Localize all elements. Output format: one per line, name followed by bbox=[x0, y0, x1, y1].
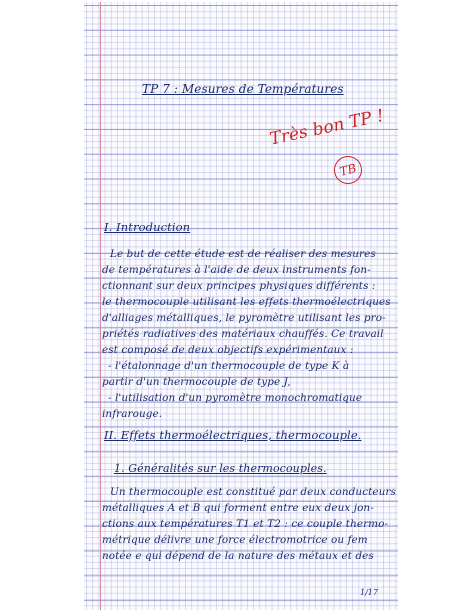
intro-line: partir d'un thermocouple de type J, bbox=[102, 376, 291, 388]
section-heading-introduction: I. Introduction bbox=[104, 220, 191, 234]
page-number: 1/17 bbox=[360, 588, 378, 597]
teacher-comment: Très bon TP ! bbox=[268, 105, 386, 150]
section-heading-thermoelectric: II. Effets thermoélectriques, thermocouple. bbox=[104, 428, 362, 442]
thermo-line: notée e qui dépend de la nature des métaux et des bbox=[102, 550, 374, 562]
page-title: TP 7 : Mesures de Températures bbox=[142, 82, 344, 96]
margin-line bbox=[100, 2, 101, 610]
thermo-line: ctions aux températures T1 et T2 : ce couple thermo- bbox=[102, 518, 389, 530]
intro-line: d'alliages métalliques, le pyromètre utilisant les pro- bbox=[102, 312, 386, 324]
intro-line: le thermocouple utilisant les effets thermoélectriques bbox=[102, 296, 391, 308]
thermo-line: Un thermocouple est constitué par deux conducteurs bbox=[110, 486, 396, 498]
notebook-page bbox=[84, 2, 398, 610]
intro-line: Le but de cette étude est de réaliser des mesures bbox=[110, 248, 376, 260]
grade-mark: TB bbox=[331, 153, 365, 187]
thermo-line: métrique délivre une force électromotrice ou fem bbox=[102, 534, 368, 546]
intro-line: ctionnant sur deux principes physiques différents : bbox=[102, 280, 376, 292]
intro-line: - l'utilisation d'un pyromètre monochromatique bbox=[108, 392, 363, 404]
intro-line: priétés radiatives des matériaux chauffés. Ce travail bbox=[102, 328, 384, 340]
subsection-heading-generalities: 1. Généralités sur les thermocouples. bbox=[114, 462, 327, 475]
intro-line: de températures à l'aide de deux instruments fon- bbox=[102, 264, 371, 276]
intro-line: - l'étalonnage d'un thermocouple de type K à bbox=[108, 360, 350, 372]
intro-line: infrarouge. bbox=[102, 408, 163, 420]
intro-line: est composé de deux objectifs expérimentaux : bbox=[102, 344, 354, 356]
thermo-line: métalliques A et B qui forment entre eux deux jon- bbox=[102, 502, 374, 514]
